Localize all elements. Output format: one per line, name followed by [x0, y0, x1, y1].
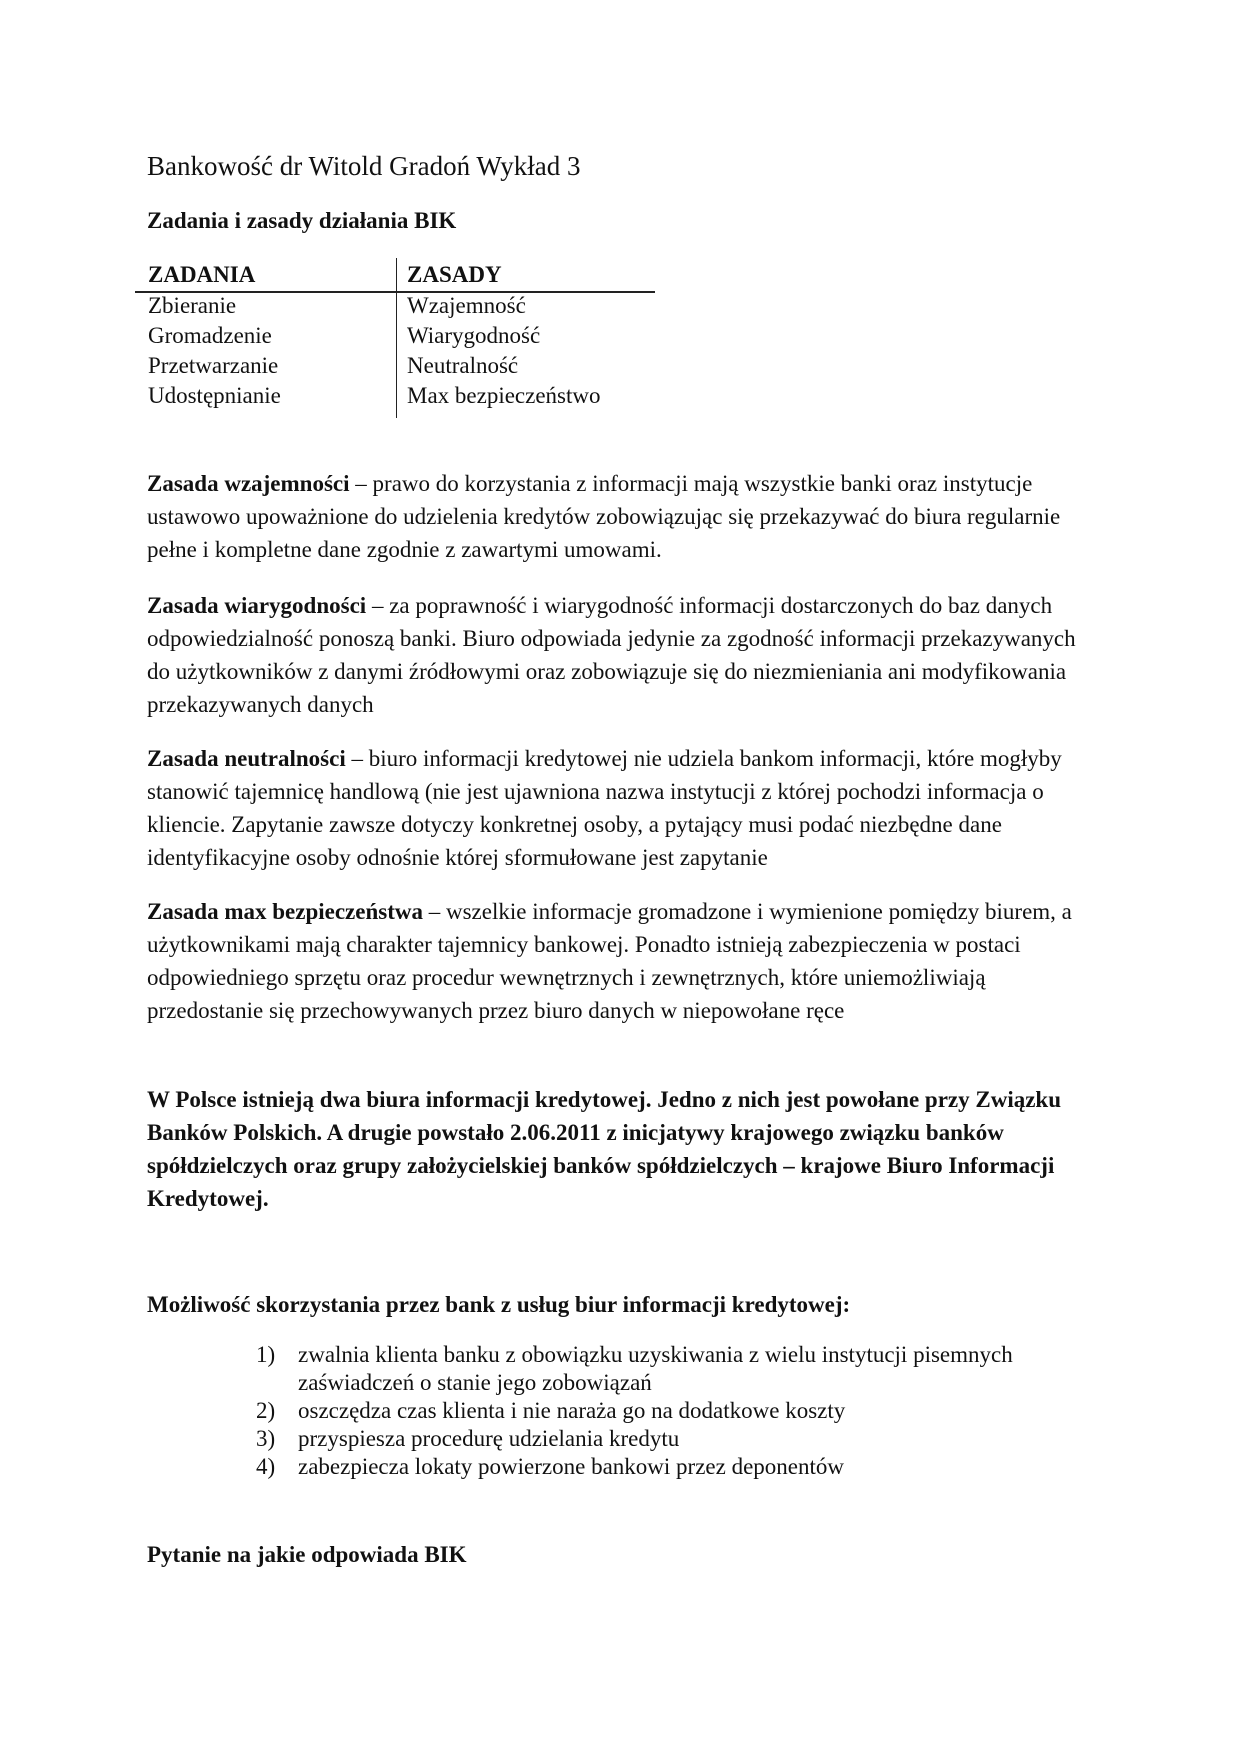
paragraph-zasada-wzajemnosci — [147, 467, 1097, 566]
table-cell-zadania: Udostępnianie — [148, 383, 281, 408]
table-cell-zasady: Neutralność — [407, 353, 519, 378]
term-zasada-wzajemnosci: Zasada wzajemności — [147, 471, 350, 496]
table-header-zasady: ZASADY — [407, 262, 502, 287]
list-item — [256, 1453, 1096, 1481]
definition-zasada-wzajemnosci: – prawo do korzystania z informacji mają wszystkie banki oraz instytucje ustawowo upoważnione do udzielenia kredytów zobowiązując się przekazywać do biura regularnie pełne i kompletne dane zgodnie z zawartymi umowami. — [147, 471, 1061, 562]
table-vertical-divider — [396, 258, 397, 418]
section-heading-bik-tasks: Zadania i zasady działania BIK — [147, 208, 457, 233]
document-title: Bankowość dr Witold Gradoń Wykład 3 — [147, 151, 581, 181]
paragraph-zasada-max-bezpieczenstwa — [147, 895, 1097, 1027]
definition-zasada-wiarygodnosci: – za poprawność i wiarygodność informacji dostarczonych do baz danych odpowiedzialność ponoszą banki. Biuro odpowiada jedynie za zgodność informacji przekazywanych do użytkowników z danymi źródłowymi oraz zobowiązuje się do niezmieniania ani modyfikowania przekazywanych danych — [147, 593, 1076, 717]
table-header-zadania: ZADANIA — [148, 262, 256, 287]
term-zasada-wiarygodnosci: Zasada wiarygodności — [147, 593, 367, 618]
list-item-text: oszczędza czas klienta i nie naraża go na dodatkowe koszty — [298, 1398, 846, 1423]
term-zasada-max-bezpieczenstwa: Zasada max bezpieczeństwa — [147, 899, 423, 924]
table-cell-zadania: Gromadzenie — [148, 323, 272, 348]
list-item-number: 1) — [256, 1342, 276, 1367]
table-cell-zadania: Przetwarzanie — [148, 353, 279, 378]
table-cell-zasady: Max bezpieczeństwo — [407, 383, 601, 408]
benefits-list — [256, 1341, 1096, 1481]
list-item — [256, 1425, 1096, 1453]
paragraph-biura-w-polsce: W Polsce istnieją dwa biura informacji kredytowej. Jedno z nich jest powołane przy Związku Banków Polskich. A drugie powstało 2.06.2011 z inicjatywy krajowego związku banków spółdzielczych oraz grupy założycielskiej banków spółdzielczych – krajowe Biuro Informacji Kredytowej. — [147, 1087, 1062, 1211]
table-cell-zadania: Zbieranie — [148, 293, 237, 318]
term-zasada-neutralnosci: Zasada neutralności — [147, 746, 346, 771]
list-item — [256, 1397, 1096, 1425]
list-item-text: zwalnia klienta banku z obowiązku uzyskiwania z wielu instytucji pisemnych zaświadczeń o stanie jego zobowiązań — [298, 1342, 1013, 1395]
list-item-number: 3) — [256, 1426, 276, 1451]
section-heading-mozliwosc-skorzystania: Możliwość skorzystania przez bank z usług biur informacji kredytowej: — [147, 1292, 851, 1317]
table-cell-zasady: Wiarygodność — [407, 323, 541, 348]
table-cell-zasady: Wzajemność — [407, 293, 526, 318]
definition-zasada-max-bezpieczenstwa: – wszelkie informacje gromadzone i wymienione pomiędzy biurem, a użytkownikami mają charakter tajemnicy bankowej. Ponadto istnieją zabezpieczenia w postaci odpowiedniego sprzętu oraz procedur wewnętrznych i zewnętrznych, które uniemożliwiają przedostanie się przechowywanych przez biuro danych w niepowołane ręce — [147, 899, 1072, 1023]
tasks-principles-table — [135, 258, 655, 418]
list-item-number: 4) — [256, 1454, 276, 1479]
list-item-text: przyspiesza procedurę udzielania kredytu — [298, 1426, 680, 1451]
section-heading-pytanie-bik: Pytanie na jakie odpowiada BIK — [147, 1542, 467, 1567]
list-item-number: 2) — [256, 1398, 276, 1423]
list-item-text: zabezpiecza lokaty powierzone bankowi przez deponentów — [298, 1454, 844, 1479]
paragraph-zasada-neutralnosci — [147, 742, 1097, 874]
definition-zasada-neutralnosci: – biuro informacji kredytowej nie udziela bankom informacji, które mogłyby stanowić tajemnicę handlową (nie jest ujawniona nazwa instytucji z której pochodzi informacja o kliencie. Zapytanie zawsze dotyczy konkretnej osoby, a pytający musi podać niezbędne dane identyfikacyjne osoby odnośnie której sformułowane jest zapytanie — [147, 746, 1062, 870]
list-item — [256, 1341, 1096, 1397]
paragraph-zasada-wiarygodnosci — [147, 589, 1097, 721]
